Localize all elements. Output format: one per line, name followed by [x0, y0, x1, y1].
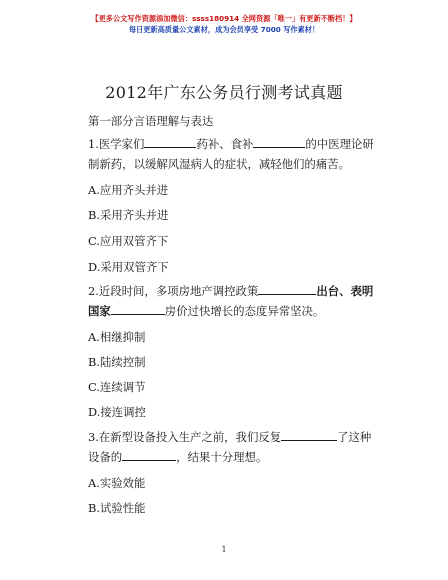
question-3-option-b: B.试验性能: [88, 501, 146, 515]
question-3-option-a: A.实验效能: [88, 476, 146, 490]
question-1-line-1: 1.医学家们 药补、食补 的中医理论研: [88, 137, 374, 151]
question-2-line-1: 2.近段时间，多项房地产调控政策 出台、表明: [88, 284, 374, 298]
blank: [281, 429, 337, 441]
question-1-option-d: D.采用双管齐下: [88, 260, 169, 274]
blank: [258, 283, 316, 295]
question-3-line-2: 设备的 ，结果十分理想。: [88, 450, 268, 464]
page-number: 1: [221, 545, 227, 554]
question-1-option-a: A.应用齐头并进: [88, 183, 169, 197]
question-2-option-d: D.接连调控: [88, 405, 146, 419]
question-1-option-b: B.采用齐头并进: [88, 208, 169, 222]
promo-banner-blue: 每日更新高质量公文素材，成为会员享受 7000 写作素材！: [128, 25, 320, 34]
question-2-option-c: C.连续调节: [88, 380, 146, 394]
blank: [111, 303, 165, 315]
question-2-option-b: B.陆续控制: [88, 355, 146, 369]
section-heading: 第一部分言语理解与表达: [88, 114, 214, 128]
question-2-line-2: 国家 房价过快增长的态度异常坚决。: [88, 304, 325, 318]
blank: [253, 136, 305, 148]
document-title: 2012年广东公务员行测考试真题: [105, 83, 343, 102]
blank: [144, 136, 196, 148]
question-1-line-2: 制新药，以缓解风湿病人的症状，减轻他们的痛苦。: [88, 157, 350, 171]
question-1-option-c: C.应用双管齐下: [88, 234, 169, 248]
question-2-option-a: A.相继抑制: [88, 330, 146, 344]
blank: [122, 449, 176, 461]
promo-banner-red: 【更多公文写作资源添加微信：ssss180914 全网资源「唯一」有更新不断档！】: [91, 14, 357, 23]
question-3-line-1: 3.在新型设备投入生产之前，我们反复 了这种: [88, 430, 372, 444]
